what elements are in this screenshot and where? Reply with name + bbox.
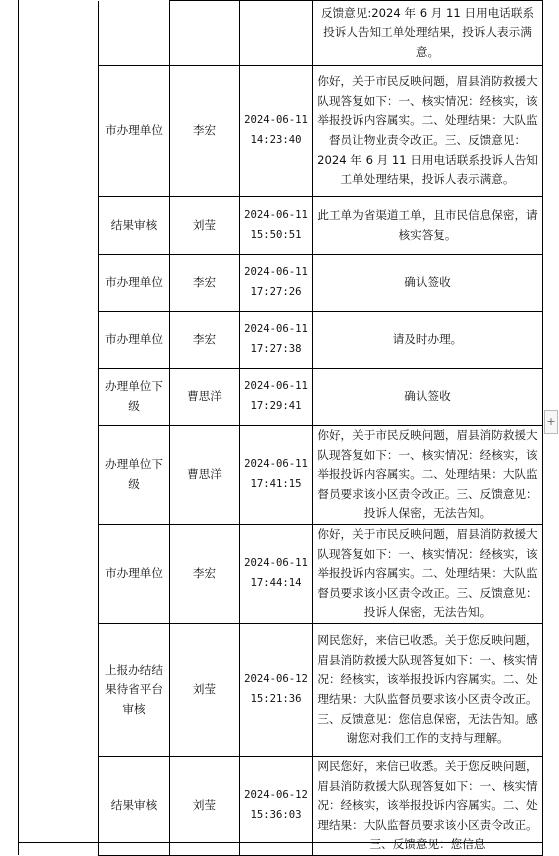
person-cell: 李宏 xyxy=(170,255,240,312)
person-cell: 曹思洋 xyxy=(170,369,240,426)
person-cell: 李宏 xyxy=(170,66,240,197)
row-indent-cell xyxy=(19,312,99,369)
table-row xyxy=(19,1,543,66)
content-cell: 确认签收 xyxy=(313,255,543,312)
content-cell: 你好，关于市民反映问题，眉县消防救援大队现答复如下：一、核实情况：经核实，该举报投诉内容属实。二、处理结果：大队监督员让物业责令改正。三、反馈意见：2024 年 6 月 11 日用电话联系投诉人告知工单处理结果，投诉人表示满意。 xyxy=(313,66,543,197)
time-cell: 2024-06-12 15:21:36 xyxy=(240,623,313,756)
person-cell: 刘莹 xyxy=(170,756,240,855)
content-cell: 网民您好，来信已收悉。关于您反映问题，眉县消防救援大队现答复如下：一、核实情况：经核实，该举报投诉内容属实。二、处理结果：大队监督员要求该小区责令改正。三、反馈意见：您信息保密，无法告知。感谢您对我们工作的支持与理解。 xyxy=(313,623,543,756)
time-cell: 2024-06-11 14:23:40 xyxy=(240,66,313,197)
unit-cell: 结果审核 xyxy=(99,756,170,855)
table-row xyxy=(19,255,543,312)
row-indent-cell xyxy=(19,197,99,255)
content-cell: 请及时办理。 xyxy=(313,312,543,369)
row-indent-cell xyxy=(19,524,99,623)
table-row xyxy=(19,426,543,525)
row-indent-cell xyxy=(19,255,99,312)
content-cell: 确认签收 xyxy=(313,369,543,426)
content-cell: 此工单为省渠道工单，且市民信息保密，请核实答复。 xyxy=(313,197,543,255)
unit-cell: 上报办结结果待省平台审核 xyxy=(99,623,170,756)
table-row xyxy=(19,524,543,623)
row-indent-cell xyxy=(19,756,99,855)
content-cell: 反馈意见:2024 年 6 月 11 日用电话联系投诉人告知工单处理结果，投诉人表示满意。 xyxy=(313,1,543,66)
unit-cell: 市办理单位 xyxy=(99,66,170,197)
time-cell: 2024-06-11 17:27:38 xyxy=(240,312,313,369)
person-cell: 曹思洋 xyxy=(170,426,240,525)
table-row xyxy=(19,66,543,197)
table-row xyxy=(19,369,543,426)
time-cell xyxy=(240,1,313,66)
person-cell: 李宏 xyxy=(170,312,240,369)
row-indent-cell xyxy=(19,66,99,197)
content-cell: 网民您好，来信已收悉。关于您反映问题，眉县消防救援大队现答复如下：一、核实情况：经核实，该举报投诉内容属实。二、处理结果：大队监督员要求该小区责令改正。三、反馈意见：您信息 xyxy=(313,756,543,855)
time-cell: 2024-06-11 17:29:41 xyxy=(240,369,313,426)
table-row xyxy=(19,197,543,255)
add-row-handle[interactable]: + xyxy=(544,410,558,434)
row-indent-cell xyxy=(19,426,99,525)
person-cell: 李宏 xyxy=(170,524,240,623)
table-row xyxy=(19,312,543,369)
table-row xyxy=(19,623,543,756)
work-order-history-table xyxy=(18,0,543,856)
row-indent-cell xyxy=(19,369,99,426)
content-cell: 你好，关于市民反映问题，眉县消防救援大队现答复如下：一、核实情况：经核实，该举报投诉内容属实。二、处理结果：大队监督员要求该小区责令改正。三、反馈意见：投诉人保密，无法告知。 xyxy=(313,426,543,525)
unit-cell: 市办理单位 xyxy=(99,255,170,312)
unit-cell: 市办理单位 xyxy=(99,524,170,623)
unit-cell xyxy=(99,1,170,66)
time-cell: 2024-06-11 15:50:51 xyxy=(240,197,313,255)
time-cell: 2024-06-11 17:27:26 xyxy=(240,255,313,312)
unit-cell: 办理单位下级 xyxy=(99,369,170,426)
unit-cell: 结果审核 xyxy=(99,197,170,255)
time-cell: 2024-06-11 17:44:14 xyxy=(240,524,313,623)
person-cell: 刘莹 xyxy=(170,623,240,756)
table-row xyxy=(19,756,543,855)
time-cell: 2024-06-12 15:36:03 xyxy=(240,756,313,855)
row-indent-cell xyxy=(19,623,99,756)
content-cell: 你好，关于市民反映问题，眉县消防救援大队现答复如下：一、核实情况：经核实，该举报投诉内容属实。二、处理结果：大队监督员要求该小区责令改正。三、反馈意见：投诉人保密，无法告知。 xyxy=(313,524,543,623)
person-cell: 刘莹 xyxy=(170,197,240,255)
person-cell xyxy=(170,1,240,66)
unit-cell: 市办理单位 xyxy=(99,312,170,369)
unit-cell: 办理单位下级 xyxy=(99,426,170,525)
time-cell: 2024-06-11 17:41:15 xyxy=(240,426,313,525)
row-indent-cell xyxy=(19,1,99,66)
